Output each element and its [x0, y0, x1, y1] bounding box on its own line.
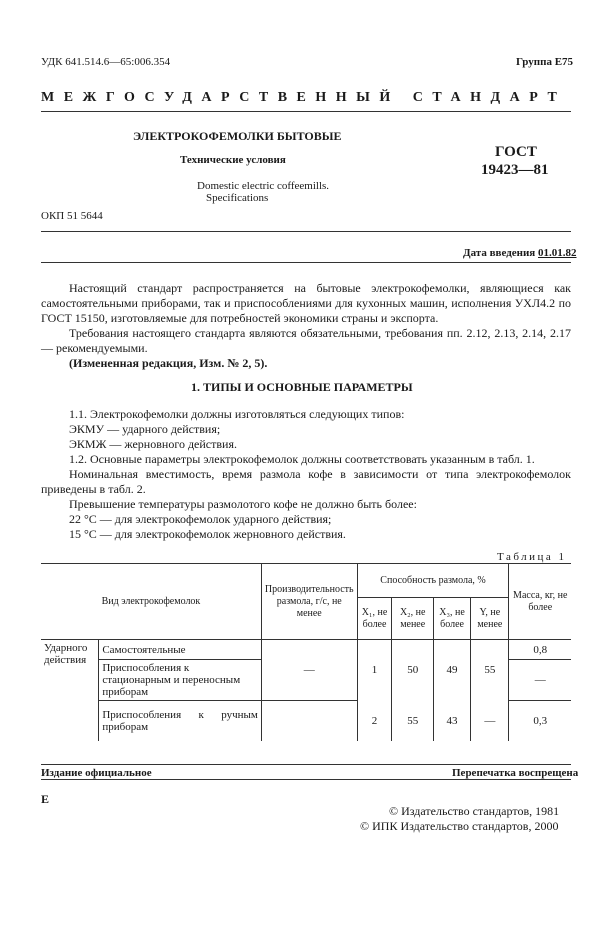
- capacity-paragraph: Номинальная вместимость, время размола кофе в зависимости от типа электрокофемолок приведены в табл. 2.: [41, 467, 571, 496]
- footer-underline: [41, 779, 571, 780]
- date-label: Дата введения: [463, 247, 536, 259]
- reprint-notice: Перепечатка воспрещена: [452, 767, 579, 779]
- x2-value: 55: [392, 701, 433, 741]
- header-productivity: Производительность размола, г/с, не менее: [261, 564, 357, 640]
- y-value: —: [471, 701, 509, 741]
- intro-paragraph-1: Настоящий стандарт распространяется на бытовые электрокофемолки, являющиеся как самостоятельными приборами, так и приспособлениями для кухонных машин, исполнения УХЛ4.2 по ГОСТ 15150, изготовляемые для потребностей экономики страны и экспорта.: [41, 281, 571, 325]
- effective-date: [463, 247, 577, 259]
- mass-value: —: [509, 660, 571, 701]
- document-title: ЭЛЕКТРОКОФЕМОЛКИ БЫТОВЫЕ: [133, 129, 342, 143]
- gost-label: ГОСТ: [495, 144, 537, 160]
- temperature-paragraph: Превышение температуры размолотого кофе не должно быть более:: [69, 497, 417, 511]
- date-value: 01.01.82: [538, 247, 577, 259]
- okp-code: ОКП 51 5644: [41, 210, 103, 222]
- table-1-caption: Таблица 1: [497, 551, 567, 563]
- mass-value: 0,3: [509, 701, 571, 741]
- document-subtitle: Технические условия: [180, 154, 286, 166]
- productivity-value: —: [261, 640, 357, 701]
- header-type: Вид электрокофемолок: [41, 564, 261, 640]
- row-name: Приспособления к стационарным и переносным приборам: [99, 660, 262, 701]
- x2-value: 50: [392, 640, 433, 701]
- x1-value: 1: [357, 640, 392, 701]
- copyright-2000: © ИПК Издательство стандартов, 2000: [360, 819, 559, 833]
- intro-paragraph-2: Требования настоящего стандарта являются обязательными, требования пп. 2.12, 2.13, 2.14, 2.17 — рекомендуемыми.: [41, 326, 571, 355]
- english-title-line2: Specifications: [206, 192, 269, 204]
- clause-1-2: 1.2. Основные параметры электрокофемолок должны соответствовать указанным в табл. 1.: [69, 452, 535, 466]
- date-divider: [41, 262, 571, 263]
- header-divider: [41, 111, 571, 112]
- header-mass: Масса, кг, не более: [509, 564, 571, 640]
- official-edition: Издание официальное: [41, 767, 152, 779]
- header-ability: Способность размола, %: [357, 564, 509, 598]
- section-1-heading: 1. ТИПЫ И ОСНОВНЫЕ ПАРАМЕТРЫ: [191, 380, 413, 394]
- header-y: Y, не менее: [471, 598, 509, 640]
- header-x2: X₂, не менее: [392, 598, 433, 640]
- y-value: 55: [471, 640, 509, 701]
- title-divider: [41, 231, 571, 232]
- header-x3: X₃, не более: [433, 598, 470, 640]
- footer-divider: [41, 764, 571, 765]
- mass-value: 0,8: [509, 640, 571, 660]
- group-code: Группа Е75: [516, 56, 574, 68]
- x3-value: 49: [433, 640, 470, 701]
- table-1: [41, 563, 571, 741]
- type-ekmu: ЭКМУ — ударного действия;: [69, 422, 221, 436]
- intro-section: [41, 281, 571, 371]
- row-name: Самостоятельные: [99, 640, 262, 660]
- header-x1: X₁, не более: [357, 598, 392, 640]
- clause-1-1: 1.1. Электрокофемолки должны изготовляться следующих типов:: [69, 407, 405, 421]
- english-title-line1: Domestic electric coffeemills.: [197, 180, 330, 192]
- section-1-body: [41, 407, 571, 542]
- x1-value: 2: [357, 701, 392, 741]
- gost-number: 19423—81: [481, 162, 549, 178]
- edition-letter: Е: [41, 792, 50, 806]
- udk-code: УДК 641.514.6—65:006.354: [41, 56, 171, 68]
- temperature-impact: 22 °С — для электрокофемолок ударного действия;: [69, 512, 332, 526]
- standard-type-heading: МЕЖГОСУДАРСТВЕННЫЙ СТАНДАРТ: [41, 90, 567, 105]
- row-name: Приспособления к ручным приборам: [99, 701, 262, 741]
- copyright-1981: © Издательство стандартов, 1981: [389, 804, 560, 818]
- x3-value: 43: [433, 701, 470, 741]
- group-impact: Ударного действия: [41, 640, 99, 741]
- temperature-millstone: 15 °С — для электрокофемолок жерновного действия.: [69, 527, 346, 541]
- productivity-value: [261, 701, 357, 741]
- edition-note: (Измененная редакция, Изм. № 2, 5).: [69, 356, 268, 370]
- type-ekmzh: ЭКМЖ — жерновного действия.: [69, 437, 237, 451]
